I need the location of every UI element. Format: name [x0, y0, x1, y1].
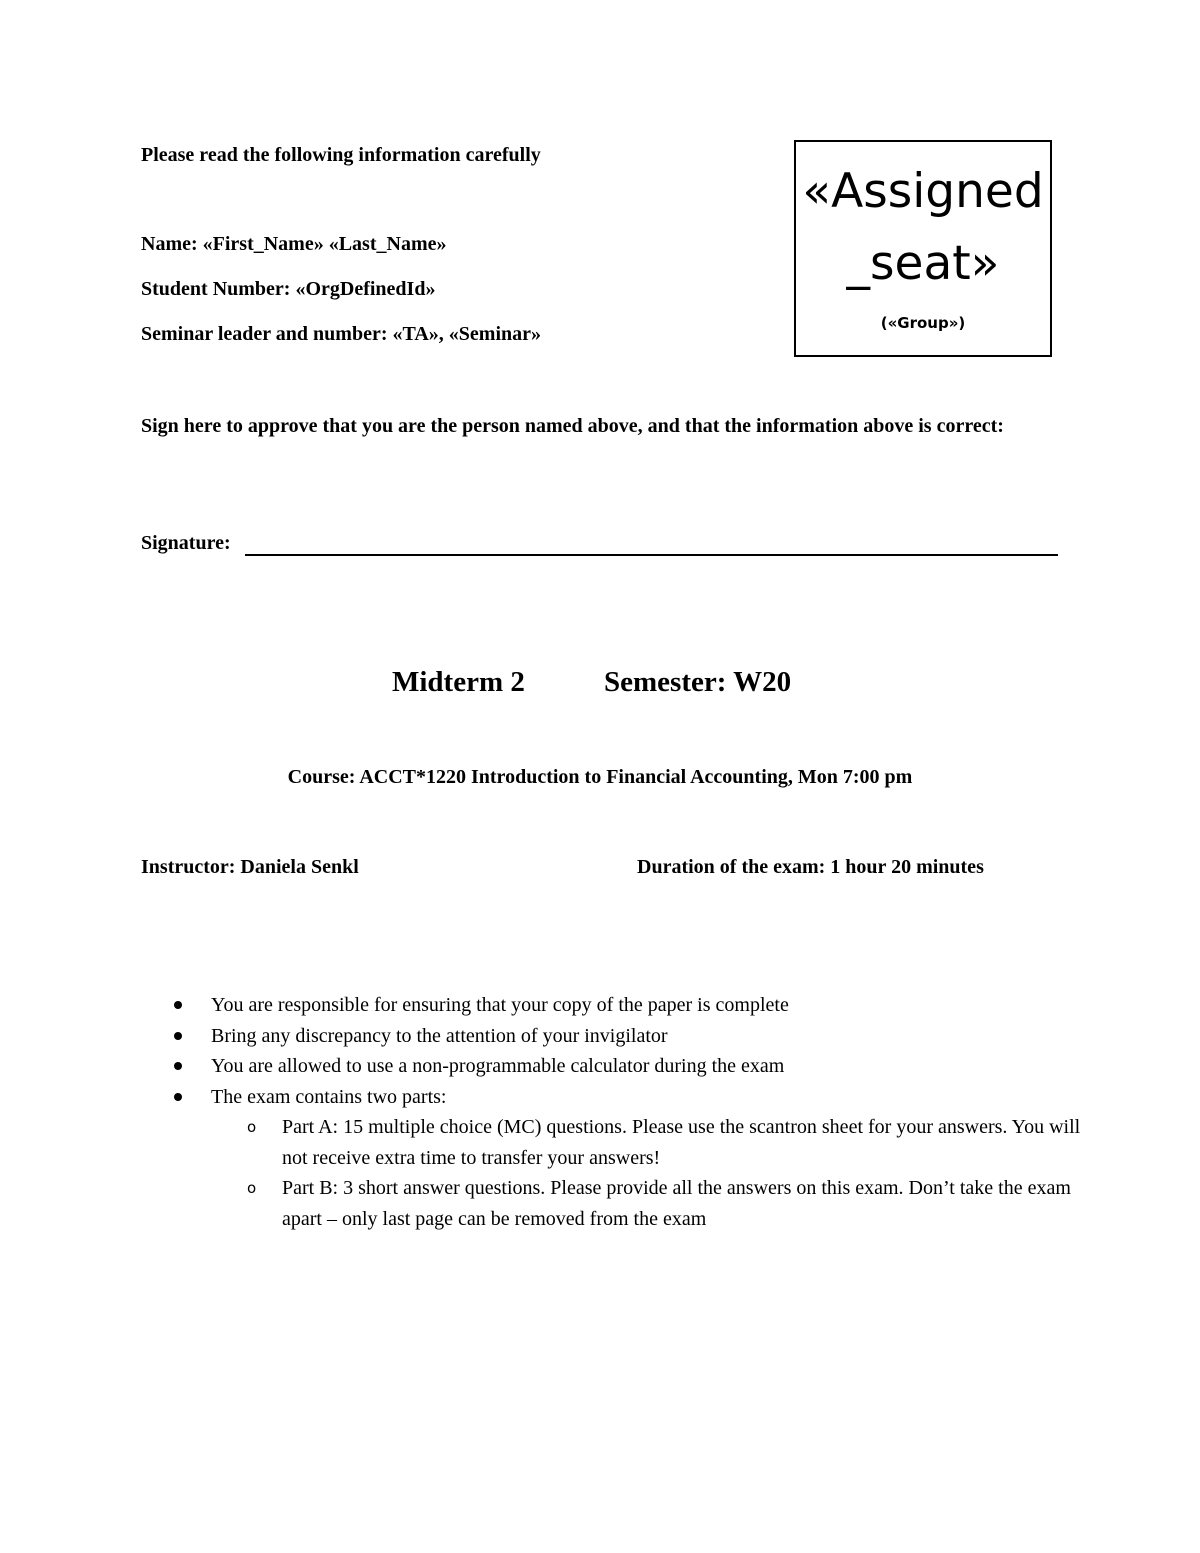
assigned-seat-box	[794, 140, 1052, 357]
seminar-field: Seminar leader and number: «TA», «Seminar»	[141, 323, 542, 345]
instructor-label: Instructor: Daniela Senkl	[141, 856, 359, 878]
bullet-icon	[174, 1062, 182, 1070]
signature-line[interactable]	[245, 554, 1058, 556]
course-label: Course: ACCT*1220 Introduction to Financial Accounting, Mon 7:00 pm	[287, 766, 913, 788]
sub-list-item-text: Part B: 3 short answer questions. Please provide all the answers on this exam. Don’t take the exam apart – only last page can be removed from the exam	[282, 1177, 1071, 1230]
list-item	[211, 1021, 1081, 1052]
circle-bullet-icon: o	[247, 1179, 257, 1197]
list-item-text: The exam contains two parts:	[211, 1085, 447, 1108]
assigned-seat-text: «Assigned _seat»	[802, 164, 1044, 291]
sub-list-item	[247, 1112, 1081, 1173]
list-item	[211, 1082, 1081, 1113]
list-item-text: Bring any discrepancy to the attention of your invigilator	[211, 1024, 668, 1047]
intro-heading: Please read the following information carefully	[141, 144, 541, 166]
bullet-icon	[174, 1093, 182, 1101]
name-field: Name: «First_Name» «Last_Name»	[141, 233, 447, 255]
signature-label: Signature:	[141, 532, 231, 554]
list-item	[211, 990, 1081, 1021]
circle-bullet-icon: o	[247, 1118, 257, 1136]
list-item	[211, 1051, 1081, 1082]
sub-list-item-text: Part A: 15 multiple choice (MC) questions. Please use the scantron sheet for your answers. You will not receive extra time to transfer your answers!	[282, 1116, 1081, 1169]
group-text: («Group»)	[880, 314, 966, 332]
sub-list-item	[247, 1173, 1081, 1234]
list-item-text: You are responsible for ensuring that your copy of the paper is complete	[211, 994, 789, 1016]
bullet-icon	[174, 1001, 182, 1009]
instruction-list	[211, 990, 1081, 1234]
duration-label: Duration of the exam: 1 hour 20 minutes	[637, 856, 984, 878]
bullet-icon	[174, 1032, 182, 1040]
list-item-text: You are allowed to use a non-programmable calculator during the exam	[211, 1055, 785, 1077]
student-number-field: Student Number: «OrgDefinedId»	[141, 278, 436, 300]
approval-instruction: Sign here to approve that you are the person named above, and that the information above is correct:	[141, 415, 1004, 437]
exam-title: Midterm 2	[392, 666, 525, 698]
semester-label: Semester: W20	[604, 666, 792, 698]
